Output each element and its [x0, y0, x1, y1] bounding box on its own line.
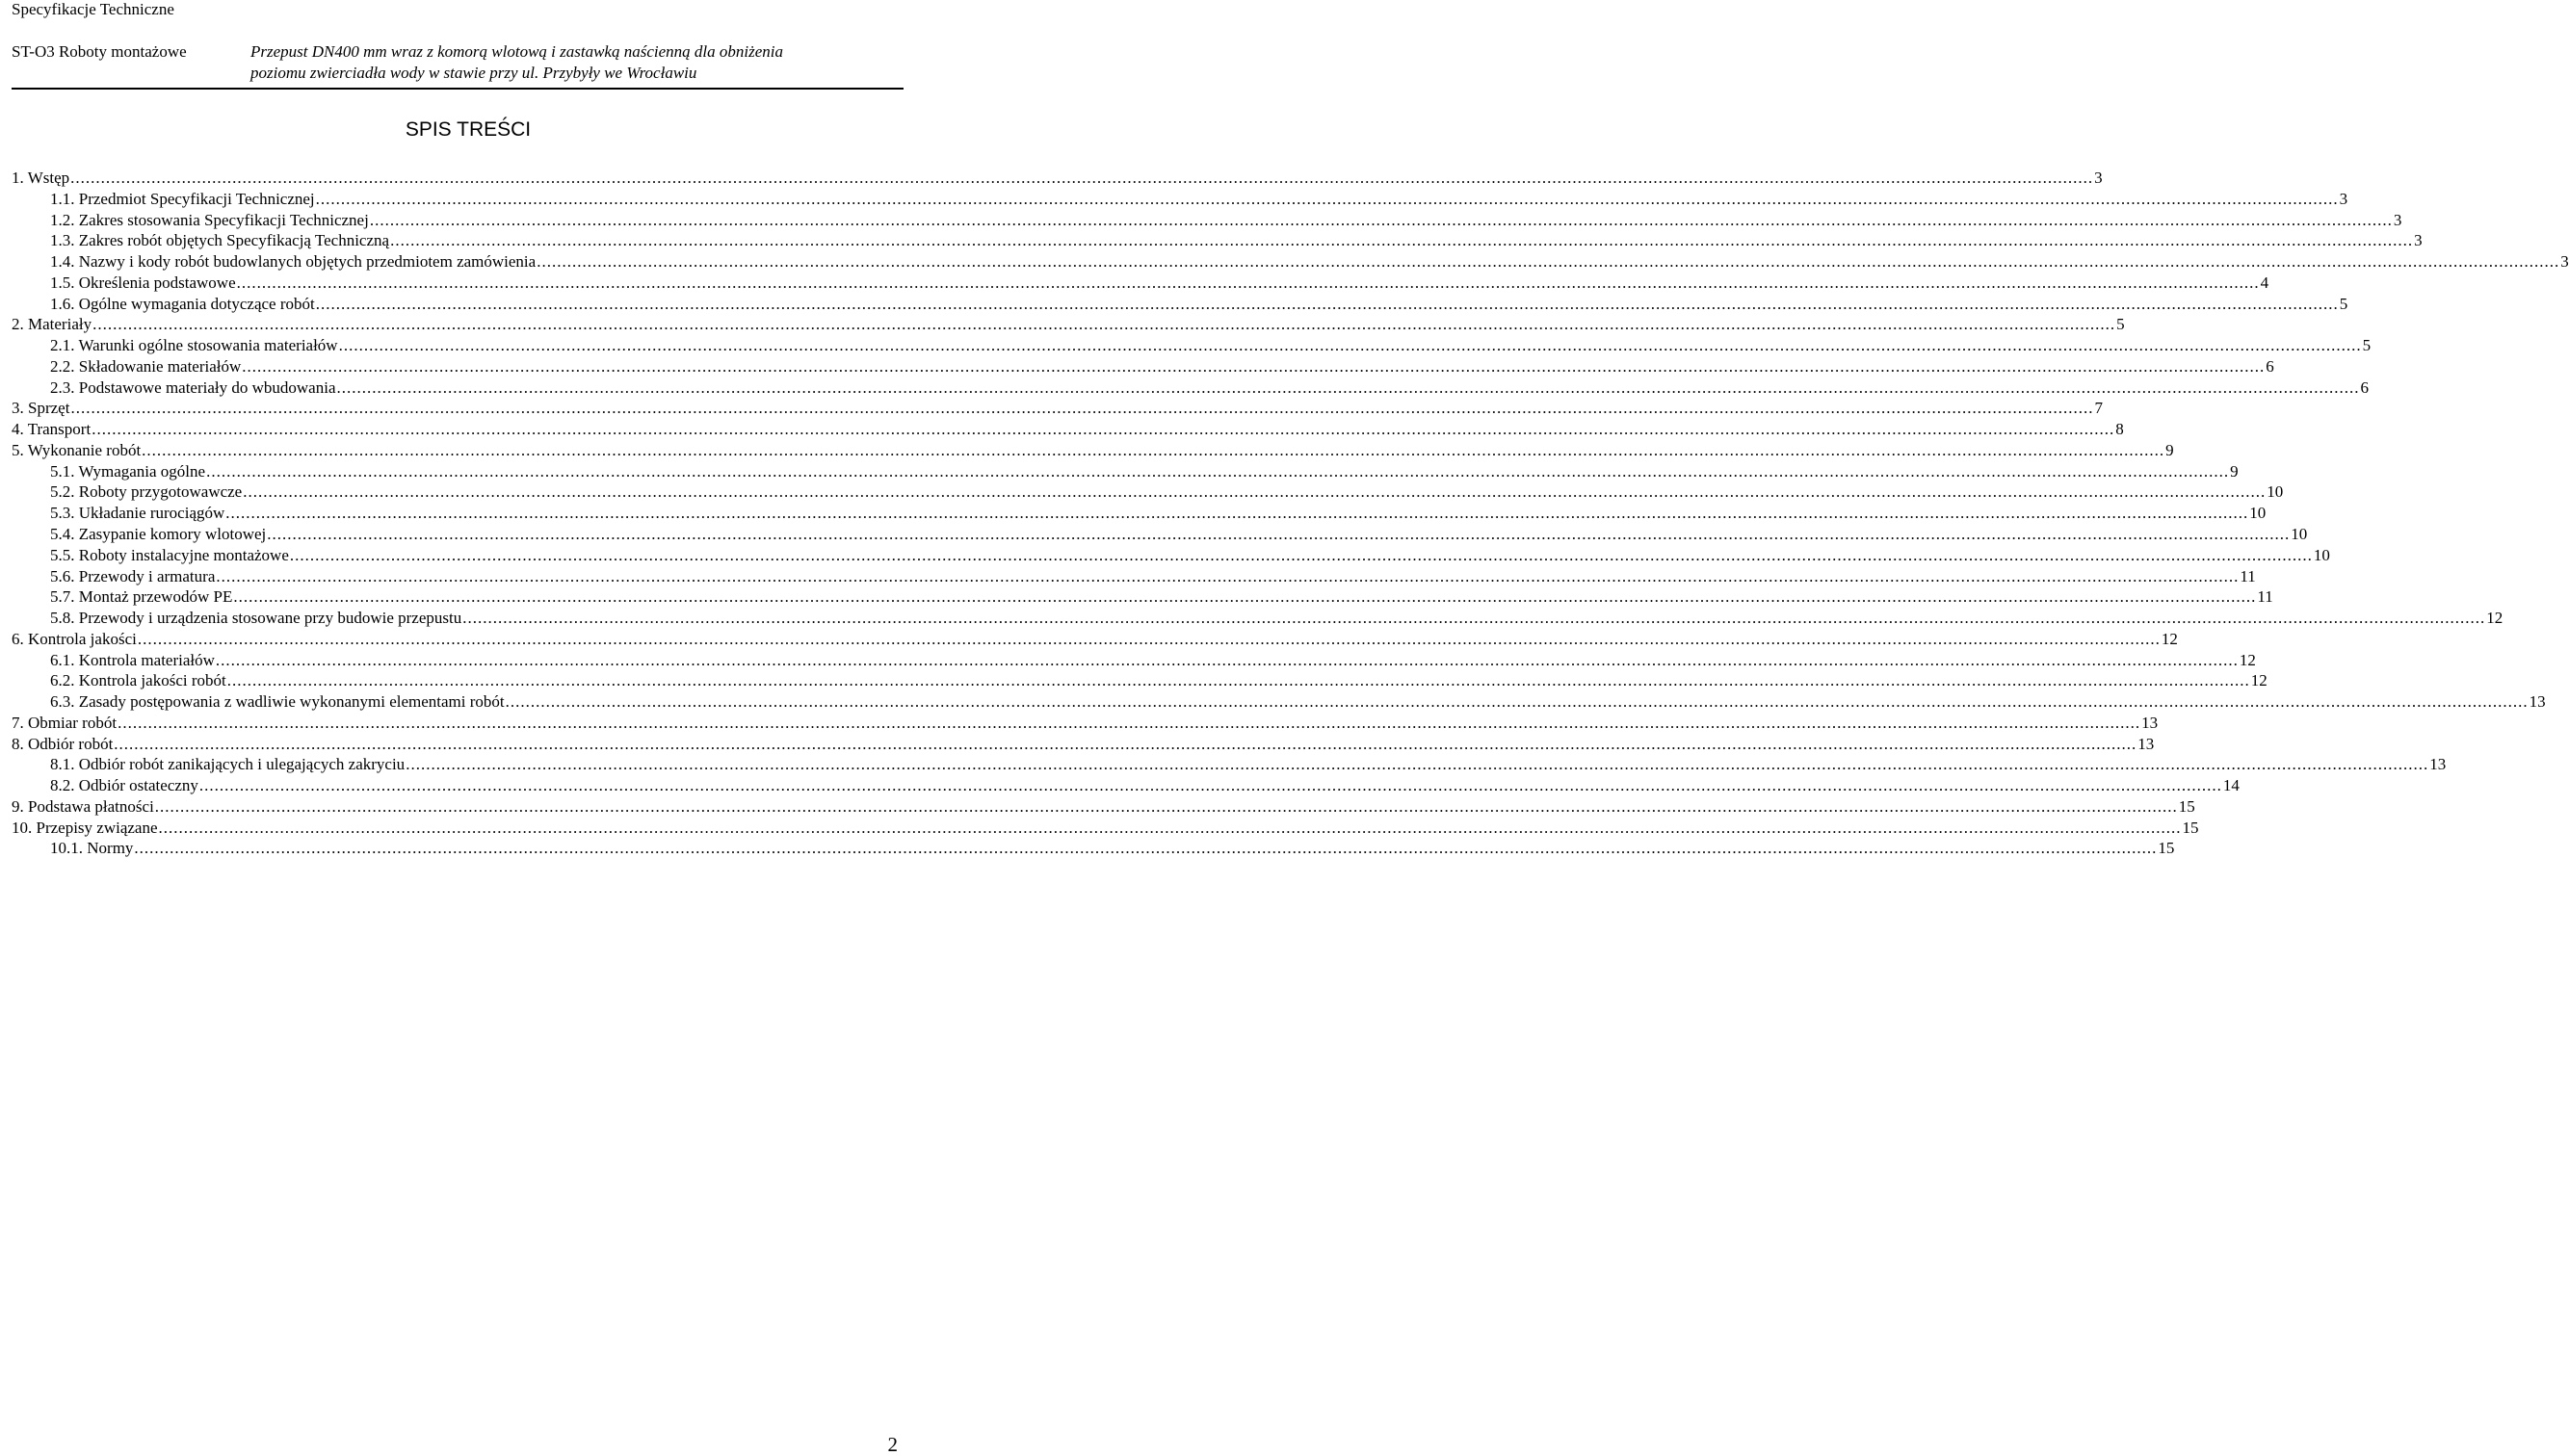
toc-entry[interactable]	[12, 524, 2308, 545]
toc-entry-page: 8	[2115, 420, 2124, 439]
toc-dot-leader: ................................................................................................................................................................................................................................................................................................................................................................................................................	[198, 776, 2222, 795]
toc-entry-page: 13	[2529, 692, 2546, 712]
toc-entry-page: 3	[2414, 231, 2423, 250]
toc-dot-leader: ................................................................................................................................................................................................................................................................................................................................................................................................................	[233, 587, 2257, 607]
toc-dot-leader: ................................................................................................................................................................................................................................................................................................................................................................................................................	[462, 609, 2486, 628]
toc-entry[interactable]	[12, 503, 2267, 524]
toc-entry-label: 10.1. Normy	[50, 839, 134, 858]
toc-entry[interactable]	[12, 168, 2103, 189]
toc-entry-label: 5. Wykonanie robót	[12, 440, 142, 459]
toc-dot-leader: ................................................................................................................................................................................................................................................................................................................................................................................................................	[154, 796, 2178, 816]
toc-entry[interactable]	[12, 691, 2546, 713]
toc-entry-label: 5.6. Przewody i armatura	[50, 566, 216, 585]
toc-entry-label: 1.4. Nazwy i kody robót budowlanych objętych przedmiotem zamówienia	[50, 252, 537, 272]
toc-entry-page: 13	[2137, 734, 2155, 753]
toc-dot-leader: ................................................................................................................................................................................................................................................................................................................................................................................................................	[225, 504, 2249, 523]
toc-dot-leader: ................................................................................................................................................................................................................................................................................................................................................................................................................	[315, 189, 2339, 208]
toc-entry-page: 11	[2240, 566, 2256, 585]
toc-entry[interactable]	[12, 230, 2423, 251]
toc-entry-page: 11	[2257, 587, 2273, 607]
toc-entry-label: 6. Kontrola jakości	[12, 629, 137, 648]
toc-dot-leader: ................................................................................................................................................................................................................................................................................................................................................................................................................	[142, 440, 2165, 459]
toc-entry-label: 5.3. Układanie rurociągów	[50, 504, 225, 523]
toc-entry[interactable]	[12, 650, 2256, 671]
toc-entry[interactable]	[12, 775, 2240, 796]
toc-entry-label: 4. Transport	[12, 420, 92, 439]
toc-dot-leader: ................................................................................................................................................................................................................................................................................................................................................................................................................	[134, 839, 2158, 858]
toc-entry-label: 3. Sprzęt	[12, 399, 70, 418]
toc-entry-label: 1.1. Przedmiot Specyfikacji Technicznej	[50, 189, 315, 208]
toc-dot-leader: ................................................................................................................................................................................................................................................................................................................................................................................................................	[236, 273, 2260, 292]
toc-entry[interactable]	[12, 818, 2199, 839]
toc-dot-leader: ................................................................................................................................................................................................................................................................................................................................................................................................................	[137, 629, 2161, 648]
toc-entry[interactable]	[12, 335, 2372, 356]
toc-entry-label: 1.6. Ogólne wymagania dotyczące robót	[50, 294, 315, 313]
project-title-line-1: Przepust DN400 mm wraz z komorą wlotową i zastawką naścienną dla obniżenia	[250, 42, 783, 61]
toc-entry[interactable]	[12, 419, 2124, 440]
toc-entry-page: 5	[2116, 315, 2125, 334]
toc-entry-label: 5.7. Montaż przewodów PE	[50, 587, 233, 607]
toc-entry-label: 5.1. Wymagania ogólne	[50, 461, 206, 481]
toc-entry-label: 5.8. Przewody i urządzenia stosowane przy budowie przepustu	[50, 609, 462, 628]
project-title-line-2: poziomu zwierciadła wody w stawie przy ul. Przybyły we Wrocławiu	[250, 64, 697, 82]
toc-title: SPIS TREŚCI	[405, 118, 532, 141]
toc-entry-label: 6.2. Kontrola jakości robót	[50, 671, 226, 690]
toc-entry-page: 6	[2266, 356, 2274, 376]
toc-dot-leader: ................................................................................................................................................................................................................................................................................................................................................................................................................	[315, 294, 2339, 313]
toc-dot-leader: ................................................................................................................................................................................................................................................................................................................................................................................................................	[92, 315, 2116, 334]
toc-dot-leader: ................................................................................................................................................................................................................................................................................................................................................................................................................	[216, 566, 2240, 585]
toc-entry[interactable]	[12, 294, 2348, 315]
toc-entry-label: 8.1. Odbiór robót zanikających i ulegających zakryciu	[50, 755, 406, 774]
toc-entry-label: 6.3. Zasady postępowania z wadliwie wykonanymi elementami robót	[50, 692, 505, 712]
toc-dot-leader: ................................................................................................................................................................................................................................................................................................................................................................................................................	[243, 482, 2267, 502]
toc-entry-label: 5.5. Roboty instalacyjne montażowe	[50, 545, 289, 564]
toc-entry-page: 13	[2429, 755, 2447, 774]
project-title	[250, 41, 898, 84]
toc-entry-label: 9. Podstawa płatności	[12, 796, 154, 816]
toc-dot-leader: ................................................................................................................................................................................................................................................................................................................................................................................................................	[92, 420, 2115, 439]
toc-dot-leader: ................................................................................................................................................................................................................................................................................................................................................................................................................	[226, 671, 2250, 690]
header-divider	[12, 88, 904, 90]
toc-entry-label: 6.1. Kontrola materiałów	[50, 650, 215, 669]
toc-dot-leader: ................................................................................................................................................................................................................................................................................................................................................................................................................	[336, 377, 2360, 397]
toc-entry[interactable]	[12, 273, 2269, 294]
toc-entry-label: 10. Przepisy związane	[12, 818, 158, 837]
toc-entry[interactable]	[12, 629, 2178, 650]
toc-entry-page: 10	[2249, 504, 2267, 523]
toc-entry[interactable]	[12, 189, 2348, 210]
toc-entry-label: 8. Odbiór robót	[12, 734, 114, 753]
toc-dot-leader: ................................................................................................................................................................................................................................................................................................................................................................................................................	[537, 252, 2560, 272]
toc-entry[interactable]	[12, 356, 2274, 377]
toc-entry-page: 10	[2267, 482, 2284, 502]
header-row	[12, 41, 898, 84]
toc-entry-page: 13	[2141, 713, 2159, 732]
toc-entry-label: 8.2. Odbiór ostateczny	[50, 776, 198, 795]
toc-entry[interactable]	[12, 440, 2174, 461]
toc-entry-page: 10	[2313, 545, 2330, 564]
toc-dot-leader: ................................................................................................................................................................................................................................................................................................................................................................................................................	[118, 713, 2141, 732]
toc-entry-page: 10	[2291, 525, 2308, 543]
toc-entry-page: 4	[2260, 273, 2269, 292]
toc-entry-page: 5	[2339, 294, 2348, 313]
toc-entry[interactable]	[12, 377, 2369, 399]
toc-entry-label: 7. Obmiar robót	[12, 713, 118, 732]
toc-entry[interactable]	[12, 713, 2159, 734]
toc-entry-label: 1.2. Zakres stosowania Specyfikacji Technicznej	[50, 210, 369, 229]
toc-entry[interactable]	[12, 398, 2103, 419]
toc-entry[interactable]	[12, 754, 2447, 775]
toc-entry-page: 12	[2250, 671, 2268, 690]
toc-entry-label: 1.5. Określenia podstawowe	[50, 273, 236, 292]
toc-entry-page: 15	[2158, 839, 2175, 858]
toc-entry[interactable]	[12, 314, 2125, 335]
toc-dot-leader: ................................................................................................................................................................................................................................................................................................................................................................................................................	[114, 734, 2137, 753]
page-number: 2	[887, 1433, 898, 1456]
toc-entry[interactable]	[12, 796, 2195, 818]
toc-entry-page: 12	[2239, 650, 2256, 669]
toc-dot-leader: ................................................................................................................................................................................................................................................................................................................................................................................................................	[70, 168, 2094, 187]
toc-dot-leader: ................................................................................................................................................................................................................................................................................................................................................................................................................	[338, 336, 2362, 355]
toc-entry[interactable]	[12, 839, 2175, 860]
toc-entry-label: 5.2. Roboty przygotowawcze	[50, 482, 243, 502]
toc-dot-leader: ................................................................................................................................................................................................................................................................................................................................................................................................................	[406, 755, 2429, 774]
toc-entry[interactable]	[12, 608, 2503, 629]
toc-entry-page: 14	[2222, 776, 2240, 795]
toc-entry-page: 12	[2486, 609, 2503, 628]
toc-entry-label: 1. Wstęp	[12, 168, 70, 187]
toc-entry[interactable]	[12, 545, 2330, 566]
toc-entry-label: 2.3. Podstawowe materiały do wbudowania	[50, 377, 336, 397]
toc-entry-label: 1.3. Zakres robót objętych Specyfikacją Techniczną	[50, 231, 390, 250]
document-type-header: Specyfikacje Techniczne	[12, 0, 174, 18]
toc-entry-page: 3	[2393, 210, 2402, 229]
toc-entry-page: 9	[2165, 440, 2174, 459]
toc-entry[interactable]	[12, 461, 2239, 482]
toc-dot-leader: ................................................................................................................................................................................................................................................................................................................................................................................................................	[215, 650, 2239, 669]
spec-code-label: ST-O3 Roboty montażowe	[12, 42, 187, 61]
toc-entry-page: 3	[2560, 252, 2569, 272]
toc-entry-page: 3	[2339, 189, 2348, 208]
toc-dot-leader: ................................................................................................................................................................................................................................................................................................................................................................................................................	[70, 399, 2094, 418]
toc-entry[interactable]	[12, 251, 2569, 273]
toc-entry-label: 5.4. Zasypanie komory wlotowej	[50, 525, 267, 543]
toc-dot-leader: ................................................................................................................................................................................................................................................................................................................................................................................................................	[390, 231, 2414, 250]
table-of-contents	[12, 168, 2569, 859]
toc-entry-label: 2. Materiały	[12, 315, 92, 334]
toc-entry-page: 7	[2094, 399, 2103, 418]
toc-entry-label: 2.1. Warunki ogólne stosowania materiałów	[50, 336, 338, 355]
toc-entry[interactable]	[12, 210, 2402, 231]
toc-entry-label: 2.2. Składowanie materiałów	[50, 356, 242, 376]
toc-dot-leader: ................................................................................................................................................................................................................................................................................................................................................................................................................	[267, 525, 2291, 543]
toc-entry[interactable]	[12, 734, 2155, 755]
toc-entry[interactable]	[12, 670, 2268, 691]
toc-entry-page: 5	[2362, 336, 2372, 355]
toc-dot-leader: ................................................................................................................................................................................................................................................................................................................................................................................................................	[158, 818, 2182, 837]
toc-dot-leader: ................................................................................................................................................................................................................................................................................................................................................................................................................	[206, 461, 2230, 481]
toc-entry-page: 9	[2230, 461, 2239, 481]
toc-entry-page: 15	[2178, 796, 2195, 816]
toc-entry[interactable]	[12, 481, 2284, 503]
toc-dot-leader: ................................................................................................................................................................................................................................................................................................................................................................................................................	[289, 545, 2313, 564]
toc-dot-leader: ................................................................................................................................................................................................................................................................................................................................................................................................................	[369, 210, 2393, 229]
toc-entry[interactable]	[12, 566, 2256, 587]
toc-dot-leader: ................................................................................................................................................................................................................................................................................................................................................................................................................	[242, 356, 2266, 376]
toc-dot-leader: ................................................................................................................................................................................................................................................................................................................................................................................................................	[505, 692, 2529, 712]
toc-entry-page: 6	[2360, 377, 2369, 397]
toc-entry-page: 12	[2161, 629, 2178, 648]
toc-entry-page: 3	[2094, 168, 2103, 187]
toc-entry[interactable]	[12, 586, 2273, 608]
toc-entry-page: 15	[2182, 818, 2199, 837]
